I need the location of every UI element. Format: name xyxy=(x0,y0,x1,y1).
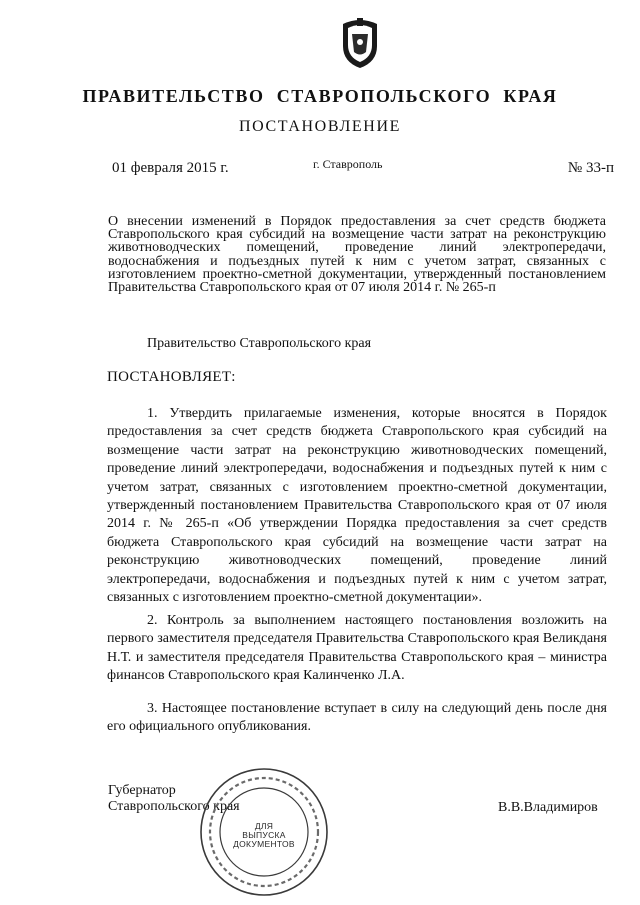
document-type: ПОСТАНОВЛЕНИЕ xyxy=(239,118,401,135)
stamp-line3: ДОКУМЕНТОВ xyxy=(233,839,295,849)
signature-name: В.В.Владимиров xyxy=(498,800,598,815)
paragraph-2-text: 2. Контроль за выполнением настоящего постановления возложить на первого заместителя председателя Правительства Ставропольского края Великданя Н.Т. и заместителя председателя Правительства Ставропольского края – министра финансов Ставропольского края Калинченко Л.А. xyxy=(107,613,607,684)
stamp-center-text xyxy=(198,822,330,849)
document-number: № 33-п xyxy=(567,160,614,176)
government-title: ПРАВИТЕЛЬСТВО СТАВРОПОЛЬСКОГО КРАЯ xyxy=(82,86,558,106)
document-city: г. Ставрополь xyxy=(313,157,383,171)
paragraph-1 xyxy=(107,405,607,607)
stamp-line2: ВЫПУСКА xyxy=(242,830,286,840)
paragraph-1-text: 1. Утвердить прилагаемые изменения, которые вносятся в Порядок предоставления за счет средств бюджета Ставропольского края субсидий на возмещение части затрат на реконструкцию животноводческих помещений, проведение линий электропередачи, водоснабжения и подъездных путей к ним с учетом затрат, связанных с изготовлением проектно-сметной документации, утвержденный постановлением Правительства Ставропольского края от 07 июля 2014 г. № 265-п «Об утверждении Порядка предоставления за счет средств бюджета Ставропольского края субсидий на возмещение части затрат на реконструкцию животноводческих помещений, проведение линий электропередачи, водоснабжения и подъездных путей к ним с учетом затрат, связанных с изготовлением проектно-сметной документации». xyxy=(107,406,607,606)
preamble-government: Правительство Ставропольского края xyxy=(147,336,372,351)
decree-word: ПОСТАНОВЛЯЕТ: xyxy=(107,369,236,385)
signature-title-line2: Ставропольского края xyxy=(108,799,240,814)
stamp-line1: ДЛЯ xyxy=(254,821,274,831)
paragraph-3-text: 3. Настоящее постановление вступает в силу на следующий день после дня его официального опубликования. xyxy=(107,701,607,735)
stamp-seal xyxy=(198,766,330,898)
signature-title-line1: Губернатор xyxy=(108,783,176,798)
paragraph-2 xyxy=(107,612,607,686)
document-subject: О внесении изменений в Порядок предоставления за счет средств бюджета Ставропольского края субсидий на возмещение части затрат на реконструкцию животноводческих помещений, проведение линий электропередачи, водоснабжения и подъездных путей к ним с учетом затрат, связанных с изготовлением проектно-сметной документации, утвержденный постановлением Правительства Ставропольского края от 07 июля 2014 г. № 265-п xyxy=(108,214,606,296)
coat-of-arms-icon xyxy=(337,14,383,70)
document-date: 01 февраля 2015 г. xyxy=(112,160,229,176)
paragraph-3 xyxy=(107,700,607,737)
